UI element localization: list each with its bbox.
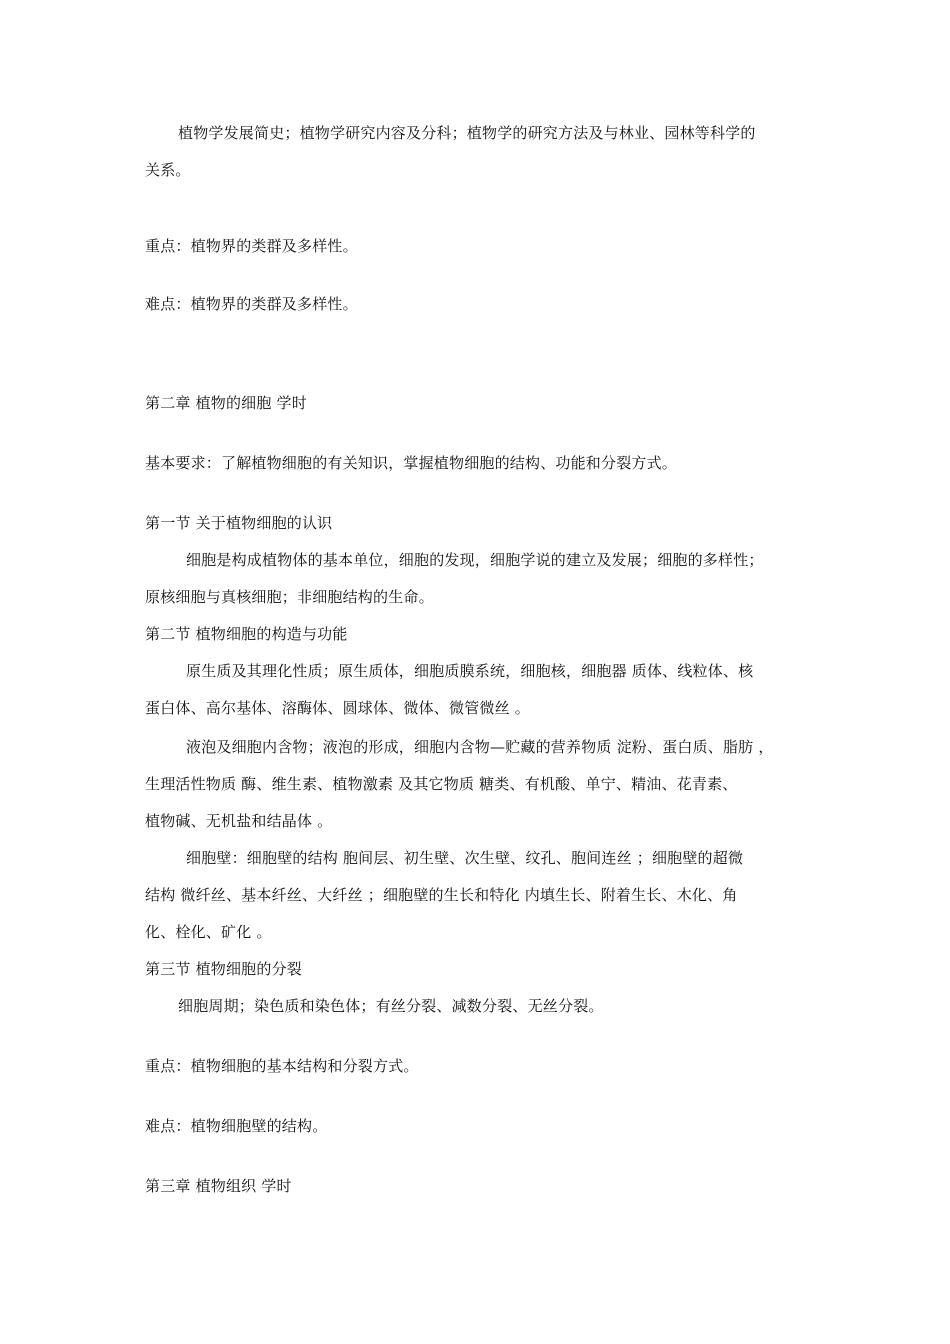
section-2-p3-line-1: 细胞壁：细胞壁的结构 胞间层、初生壁、次生壁、纹孔、胞间连丝 ；细胞壁的超微 [186,849,744,867]
chapter-2-title: 第二章 植物的细胞 学时 [145,394,307,412]
section-2-p2-line-1: 液泡及细胞内含物；液泡的形成，细胞内含物—贮藏的营养物质 淀粉、蛋白质、脂肪 ， [186,738,774,756]
section-2-p1-line-1: 原生质及其理化性质；原生质体，细胞质膜系统，细胞核，细胞器 质体、线粒体、核 [186,662,754,680]
ch2-difficulty: 难点：植物细胞壁的结构。 [145,1117,328,1135]
section-2-p1-line-2: 蛋白体、高尔基体、溶酶体、圆球体、微体、微管微丝 。 [145,699,530,717]
intro-paragraph-line-2: 关系。 [145,161,191,179]
section-1-paragraph-line-1: 细胞是构成植物体的基本单位，细胞的发现，细胞学说的建立及发展；细胞的多样性； [186,551,764,569]
ch1-key-point: 重点：植物界的类群及多样性。 [145,237,358,255]
section-3-paragraph: 细胞周期；染色质和染色体；有丝分裂、减数分裂、无丝分裂。 [178,997,604,1015]
section-2-title: 第二节 植物细胞的构造与功能 [145,625,348,643]
intro-paragraph-line-1: 植物学发展简史；植物学研究内容及分科；植物学的研究方法及与林业、园林等科学的 [178,124,756,142]
section-2-p2-line-3: 植物碱、无机盐和结晶体 。 [145,812,333,830]
ch1-difficulty: 难点：植物界的类群及多样性。 [145,295,358,313]
chapter-2-requirement: 基本要求：了解植物细胞的有关知识，掌握植物细胞的结构、功能和分裂方式。 [145,454,678,472]
chapter-3-title: 第三章 植物组织 学时 [145,1177,292,1195]
section-2-p3-line-3: 化、栓化、矿化 。 [145,923,272,941]
ch2-key-point: 重点：植物细胞的基本结构和分裂方式。 [145,1057,419,1075]
section-2-p2-line-2: 生理活性物质 酶、维生素、植物激素 及其它物质 糖类、有机酸、单宁、精油、花青素、 [145,775,738,793]
section-1-paragraph-line-2: 原核细胞与真核细胞；非细胞结构的生命。 [145,588,434,606]
section-3-title: 第三节 植物细胞的分裂 [145,960,302,978]
section-2-p3-line-2: 结构 微纤丝、基本纤丝、大纤丝 ；细胞壁的生长和特化 内填生长、附着生长、木化、角 [145,886,738,904]
section-1-title: 第一节 关于植物细胞的认识 [145,514,333,532]
